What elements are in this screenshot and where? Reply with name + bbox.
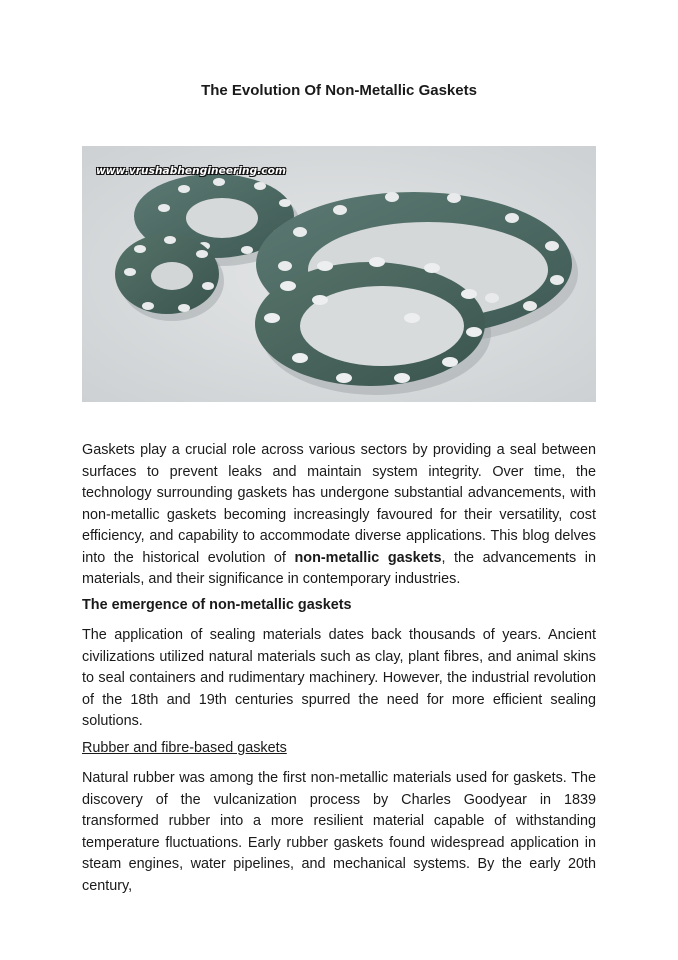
page-title: The Evolution Of Non-Metallic Gaskets — [201, 82, 477, 99]
section-rubber-text: Natural rubber was among the first non-metallic materials used for gaskets. The discovery of the vulcanization process by Charles Goodyear in 1839 transformed rubber into a more resilient material capable of withstanding temperature fluctuations. Early rubber gaskets found widespread application in steam engines, water pipelines, and mechanical systems. By the early 20th century, — [82, 770, 596, 894]
gaskets-photo — [82, 146, 596, 402]
section-rubber-paragraph — [82, 768, 596, 897]
section-emergence-text: The application of sealing materials dates back thousands of years. Ancient civilizations utilized natural materials such as clay, plant fibres, and animal skins to seal containers and rudimentary machinery. However, the industrial revolution of the 18th and 19th centuries spurred the need for more efficient sealing solutions. — [82, 627, 596, 729]
subsection-heading-rubber: Rubber and fibre-based gaskets — [82, 740, 287, 756]
intro-paragraph — [82, 440, 596, 591]
gaskets-illustration — [82, 146, 596, 402]
watermark-text: www.vrushabhengineering.com — [96, 165, 286, 177]
section-emergence-paragraph — [82, 625, 596, 733]
intro-bold-keyword: non-metallic gaskets — [294, 549, 442, 566]
intro-text-end: , the advancements in materials, and their significance in contemporary industries. — [82, 549, 596, 587]
section-heading-emergence: The emergence of non-metallic gaskets — [82, 597, 352, 613]
intro-text-start: Gaskets play a crucial role across various sectors by providing a seal between surfaces to prevent leaks and maintain system integrity. Over time, the technology surrounding gaskets has undergone substantial advancements, with non-metallic gaskets becoming increasingly favoured for their versatility, cost efficiency, and capability to accommodate diverse applications. This blog delves into the historical evolution of — [82, 442, 596, 566]
